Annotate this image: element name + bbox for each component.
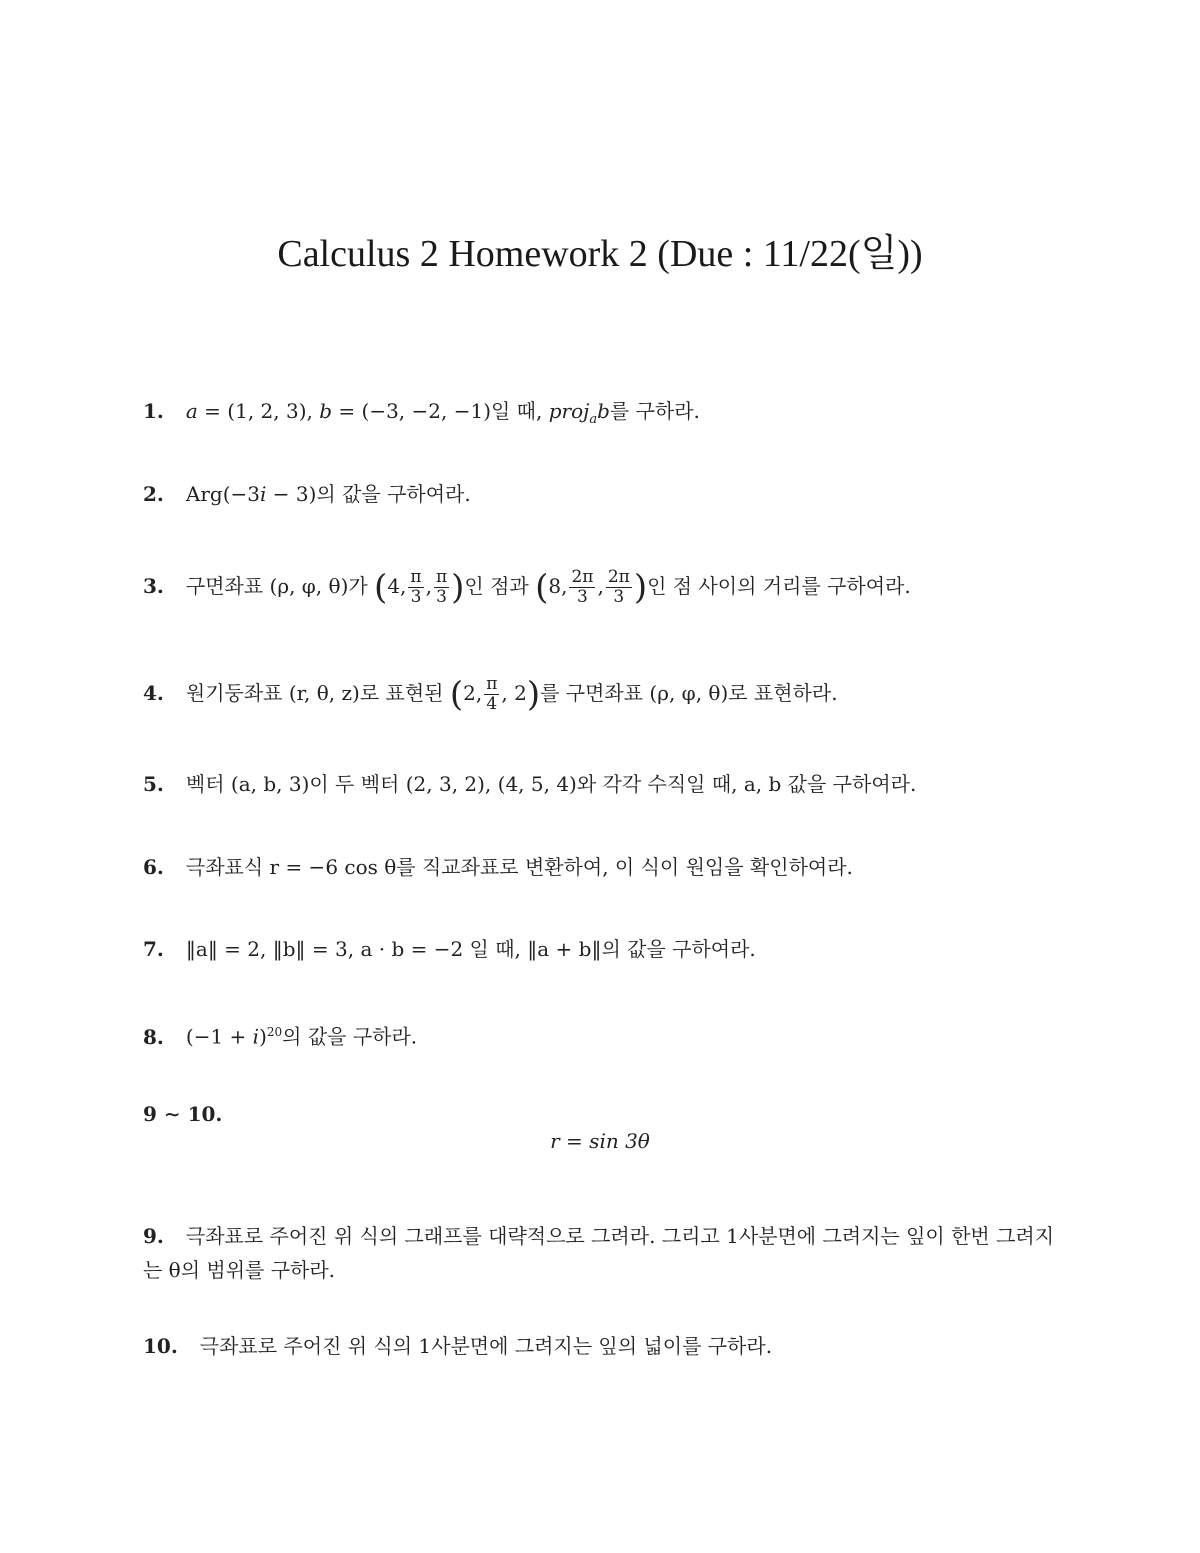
coord-value: , 2 [501, 681, 527, 705]
left-paren: ( [449, 674, 464, 715]
problem-text: − 3)의 값을 구하여라. [266, 482, 471, 506]
problem-text: ) [259, 1024, 267, 1049]
problem-1 [143, 394, 1063, 437]
problem-text: 벡터 (a, b, 3)이 두 벡터 (2, 3, 2), (4, 5, 4)와 각각 수직일 때, a, b 값을 구하여라. [185, 772, 917, 796]
proj-symbol: proj [548, 399, 590, 423]
left-paren: ( [535, 567, 549, 608]
problem-text: 구면좌표 (ρ, φ, θ)가 [185, 574, 375, 598]
numerator: 2π [571, 567, 594, 587]
problem-text: 인 점 사이의 거리를 구하여라. [647, 574, 911, 598]
denominator: 3 [436, 587, 447, 607]
problem-text: ‖a‖ = 2, ‖b‖ = 3, a · b = −2 일 때, ‖a + b‖의 값을 구하여라. [185, 937, 756, 961]
imaginary-unit: i [259, 482, 267, 506]
problem-4 [143, 675, 1063, 714]
problem-number: 9. [143, 1224, 164, 1248]
problem-number: 10. [143, 1334, 178, 1358]
left-paren: ( [374, 567, 388, 608]
problem-5 [143, 767, 1063, 801]
right-paren: ) [451, 567, 465, 608]
denominator: 3 [577, 587, 588, 607]
numerator: π [410, 567, 422, 587]
problem-text: Arg(−3 [185, 482, 260, 506]
problem-text: (−1 + [185, 1024, 253, 1049]
problem-number: 1. [143, 399, 164, 423]
problem-number: 8. [143, 1024, 164, 1049]
imaginary-unit: i [252, 1024, 260, 1049]
problem-number: 4. [143, 681, 164, 705]
fraction [484, 675, 499, 714]
problem-text: 를 구하라. [609, 399, 700, 423]
problem-text: 원기둥좌표 (r, θ, z)로 표현된 [185, 681, 450, 705]
problem-10 [143, 1329, 1063, 1363]
problem-text: 극좌표로 주어진 위 식의 그래프를 대략적으로 그려라. 그리고 1사분면에 그려지는 잎이 한번 그려지는 θ의 범위를 구하라. [143, 1224, 1055, 1282]
problem-text: 인 점과 [464, 574, 536, 598]
denominator: 3 [410, 587, 422, 607]
numerator: π [435, 567, 448, 587]
problem-number: 2. [143, 482, 164, 506]
coord-value: 8, [548, 574, 568, 598]
fraction [408, 568, 423, 607]
polar-equation [0, 1124, 1200, 1158]
problem-number: 6. [143, 855, 164, 879]
vector-b: b [319, 399, 333, 423]
problem-number: 7. [143, 937, 164, 961]
coord-value: 2, [463, 681, 483, 705]
proj-subscript: a [589, 412, 598, 427]
equation-text: r = sin 3θ [550, 1129, 650, 1153]
vector-a: a [185, 399, 198, 423]
problem-2 [143, 477, 1063, 511]
problem-7 [143, 932, 1063, 966]
right-paren: ) [526, 674, 541, 715]
problem-number: 3. [143, 574, 164, 598]
fraction [606, 568, 632, 607]
numerator: 2π [607, 567, 630, 587]
denominator: 3 [613, 587, 625, 607]
exponent: 20 [266, 1025, 283, 1039]
problem-text: = (−3, −2, −1)일 때, [332, 399, 549, 423]
problem-3: 3. 구면좌표 (ρ, φ, θ)가 (4, $\frac{\pi}{3}$ , $\frac{\pi}{3}$ )인 점과 (8, $\frac{2\pi}{3}$ , $\frac{2\pi}{3}$ )인 점 사이의 거리를 구하여라. [143, 567, 911, 608]
problem-text: = (1, 2, 3), [197, 399, 320, 423]
vector-b: b [597, 399, 610, 423]
problem-9 [143, 1219, 1063, 1287]
numerator: π [486, 674, 498, 694]
problem-text: 극좌표로 주어진 위 식의 1사분면에 그려지는 잎의 넓이를 구하라. [199, 1334, 773, 1358]
denominator: 4 [486, 694, 498, 714]
problem-8 [143, 1015, 1063, 1054]
problem-number: 9 ∼ 10. [143, 1102, 223, 1126]
right-paren: ) [633, 567, 648, 608]
problem-text: 를 구면좌표 (ρ, φ, θ)로 표현하라. [540, 681, 838, 705]
problem-6 [143, 850, 1063, 884]
problem-number: 5. [143, 772, 164, 796]
problem-text: 의 값을 구하라. [282, 1024, 418, 1049]
fraction [569, 568, 595, 607]
problem-text: 극좌표식 r = −6 cos θ를 직교좌표로 변환하여, 이 식이 원임을 확인하여라. [185, 855, 853, 879]
fraction [434, 568, 449, 607]
coord-value: 4, [387, 574, 407, 598]
page-title: Calculus 2 Homework 2 (Due : 11/22(일)) [277, 233, 923, 275]
